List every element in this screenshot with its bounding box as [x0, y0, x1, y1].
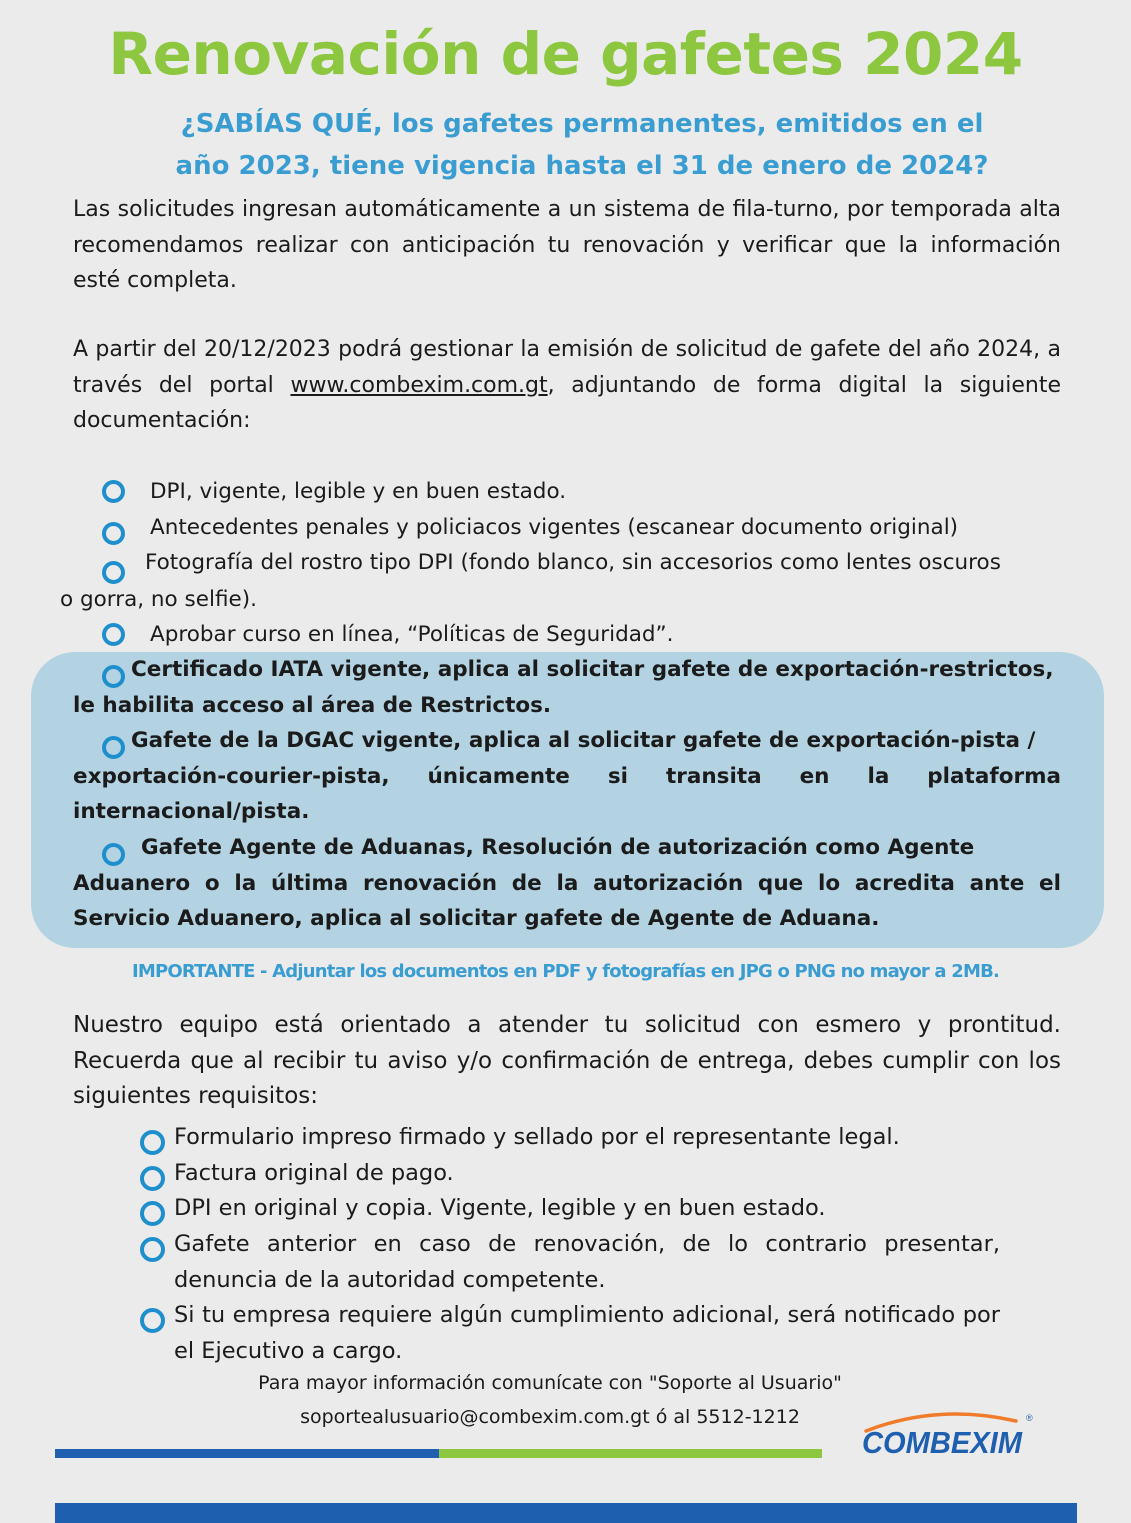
highlight-item-rest: exportación-courier-pista, únicamente si transita en la plataforma internacional/pista.	[73, 763, 1061, 824]
circle-bullet-icon	[102, 561, 125, 584]
requirement-item-label: Si tu empresa requiere algún cumplimiento adicional, será notificado por el Ejecutivo a cargo.	[174, 1302, 1000, 1364]
document-item-label: o gorra, no selfie).	[60, 587, 257, 612]
highlight-item	[73, 723, 1061, 830]
logo-text: COMBEXIM	[862, 1425, 1024, 1460]
subtitle	[120, 103, 1044, 187]
combexim-logo	[858, 1405, 1038, 1461]
requirement-item-label: Factura original de pago.	[174, 1160, 454, 1186]
bottom-bar	[55, 1503, 1077, 1523]
document-item-label: Fotografía del rostro tipo DPI (fondo blanco, sin accesorios como lentes oscuros	[145, 550, 1001, 575]
footer-bar-blue	[55, 1449, 439, 1458]
highlight-item-first-line: Gafete de la DGAC vigente, aplica al solicitar gafete de exportación-pista /	[131, 728, 1036, 753]
page-title: Renovación de gafetes 2024	[108, 20, 1023, 88]
circle-bullet-icon	[102, 623, 125, 646]
requirement-item	[140, 1298, 1000, 1369]
subtitle-line-2: año 2023, tiene vigencia hasta el 31 de enero de 2024?	[175, 151, 989, 181]
circle-bullet-icon	[102, 843, 125, 866]
circle-bullet-icon	[102, 736, 125, 759]
contact-line-1: Para mayor información comunícate con "Soporte al Usuario"	[258, 1372, 842, 1394]
circle-bullet-icon	[102, 480, 125, 503]
circle-bullet-icon	[140, 1308, 165, 1333]
document-item-label: Antecedentes penales y policiacos vigentes (escanear documento original)	[150, 515, 959, 540]
document-item-label: DPI, vigente, legible y en buen estado.	[150, 479, 567, 504]
requirement-item	[140, 1120, 1000, 1156]
document-item-label: Aprobar curso en línea, “Políticas de Seguridad”.	[150, 622, 674, 647]
circle-bullet-icon	[140, 1201, 165, 1226]
circle-bullet-icon	[140, 1130, 165, 1155]
highlight-item-rest: le habilita acceso al área de Restrictos.	[73, 692, 552, 718]
circle-bullet-icon	[140, 1166, 165, 1191]
circle-bullet-icon	[102, 522, 125, 545]
important-note: IMPORTANTE - Adjuntar los documentos en PDF y fotografías en JPG o PNG no mayor a 2MB.	[131, 961, 1000, 982]
requirement-item-label: Formulario impreso firmado y sellado por el representante legal.	[174, 1124, 900, 1150]
registered-mark: ®	[1026, 1413, 1033, 1423]
highlight-item-rest: Aduanero o la última renovación de la autorización que lo acredita ante el Servicio Aduanero, aplica al solicitar gafete de Agente de Aduana.	[73, 870, 1061, 931]
requirement-item-label: DPI en original y copia. Vigente, legible y en buen estado.	[174, 1195, 826, 1221]
circle-bullet-icon	[140, 1237, 165, 1262]
footer-bar-green	[439, 1449, 822, 1458]
requirement-item	[140, 1191, 1000, 1227]
team-paragraph: Nuestro equipo está orientado a atender tu solicitud con esmero y prontitud. Recuerda que al recibir tu aviso y/o confirmación de entrega, debes cumplir con los siguientes requisitos:	[73, 1012, 1061, 1109]
portal-text-after: , adjuntando de forma digital la siguiente documentación:	[73, 372, 1061, 433]
subtitle-line-1: ¿SABÍAS QUÉ, los gafetes permanentes, emitidos en el	[180, 109, 984, 139]
requirement-item-label: Gafete anterior en caso de renovación, de lo contrario presentar, denuncia de la autoridad competente.	[174, 1231, 1000, 1293]
portal-link[interactable]: www.combexim.com.gt	[290, 372, 548, 398]
portal-text-before: A partir del 20/12/2023 podrá gestionar la emisión de solicitud de gafete del año 2024, a través del portal	[73, 337, 1061, 398]
highlight-item-first-line: Certificado IATA vigente, aplica al solicitar gafete de exportación-restrictos,	[131, 657, 1054, 682]
highlight-item	[73, 652, 1061, 723]
requirement-item	[140, 1227, 1000, 1298]
highlight-item-first-line: Gafete Agente de Aduanas, Resolución de autorización como Agente	[141, 835, 975, 860]
requirement-item	[140, 1156, 1000, 1192]
contact-line-2: soportealusuario@combexim.com.gt ó al 5512-1212	[300, 1406, 800, 1428]
circle-bullet-icon	[102, 665, 125, 688]
highlight-item	[73, 830, 1061, 937]
portal-paragraph	[73, 332, 1061, 439]
intro-paragraph: Las solicitudes ingresan automáticamente a un sistema de fila-turno, por temporada alta recomendamos realizar con anticipación tu renovación y verificar que la información esté completa.	[73, 197, 1061, 293]
